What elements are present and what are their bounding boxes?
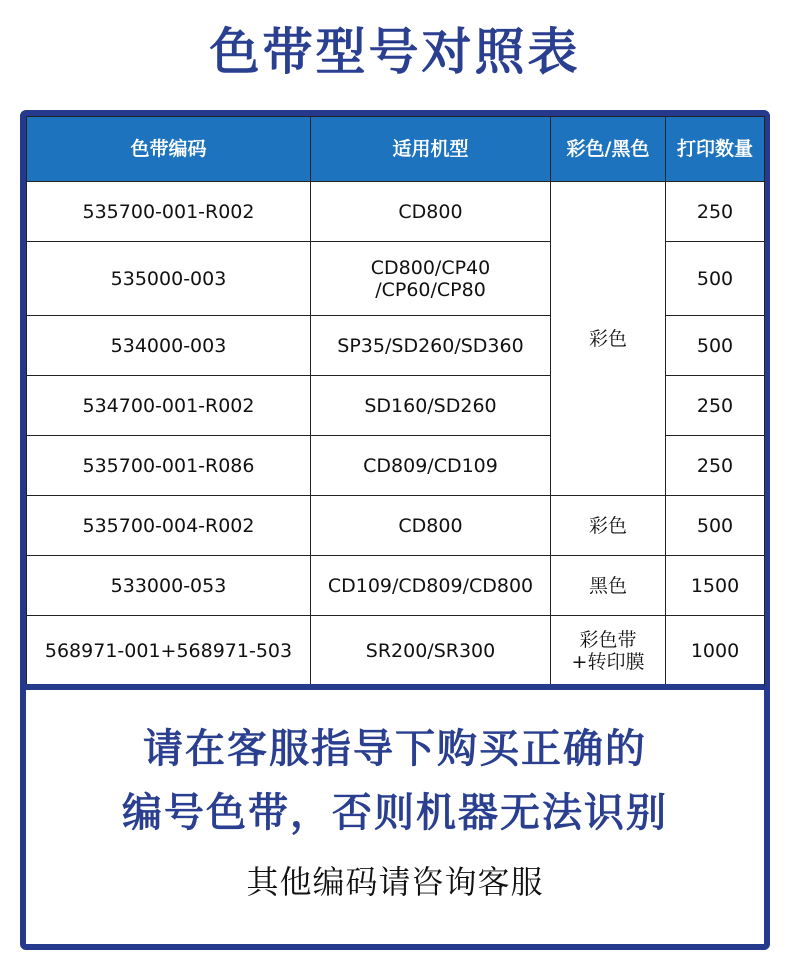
cell-code: 535700-001-R086 (27, 436, 311, 496)
cell-model: SP35/SD260/SD360 (311, 316, 551, 376)
header-ribbon-code: 色带编码 (27, 117, 311, 182)
cell-count: 500 (666, 316, 765, 376)
cell-model (311, 242, 551, 316)
header-applicable-model: 适用机型 (311, 117, 551, 182)
cell-model: CD800 (311, 182, 551, 242)
cell-model: SD160/SD260 (311, 376, 551, 436)
ribbon-model-table (26, 116, 765, 686)
cell-model-line: CD800/CP40 (370, 256, 491, 279)
cell-color: 彩色 (551, 496, 666, 556)
cell-code: 534000-003 (27, 316, 311, 376)
cell-code: 535700-004-R002 (27, 496, 311, 556)
notice-panel (26, 690, 764, 944)
header-color-type: 彩色/黑色 (551, 117, 666, 182)
cell-count: 500 (666, 242, 765, 316)
cell-color-line: 彩色带 (579, 628, 637, 651)
notice-line-1: 请在客服指导下购买正确的 (143, 726, 647, 772)
table-row (27, 496, 765, 556)
table-header-row (27, 117, 765, 182)
cell-count: 1000 (666, 616, 765, 686)
cell-model: CD109/CD809/CD800 (311, 556, 551, 616)
cell-count: 250 (666, 436, 765, 496)
cell-color (551, 616, 666, 686)
cell-code: 535700-001-R002 (27, 182, 311, 242)
cell-code: 534700-001-R002 (27, 376, 311, 436)
content-frame (20, 110, 770, 950)
header-print-count: 打印数量 (666, 117, 765, 182)
table-row (27, 556, 765, 616)
cell-code: 533000-053 (27, 556, 311, 616)
cell-color-line: +转印膜 (571, 650, 645, 673)
cell-color-merged: 彩色 (551, 182, 666, 496)
cell-code: 535000-003 (27, 242, 311, 316)
notice-subtext: 其他编码请咨询客服 (246, 863, 544, 901)
cell-color: 黑色 (551, 556, 666, 616)
cell-count: 250 (666, 182, 765, 242)
notice-line-2: 编号色带，否则机器无法识别 (122, 790, 668, 836)
table-row (27, 182, 765, 242)
page-title: 色带型号对照表 (209, 23, 581, 81)
cell-code: 568971-001+568971-503 (27, 616, 311, 686)
table-row (27, 616, 765, 686)
cell-count: 1500 (666, 556, 765, 616)
cell-count: 250 (666, 376, 765, 436)
cell-count: 500 (666, 496, 765, 556)
cell-model: CD800 (311, 496, 551, 556)
cell-model: SR200/SR300 (311, 616, 551, 686)
cell-model-line: /CP60/CP80 (375, 278, 486, 301)
cell-model: CD809/CD109 (311, 436, 551, 496)
